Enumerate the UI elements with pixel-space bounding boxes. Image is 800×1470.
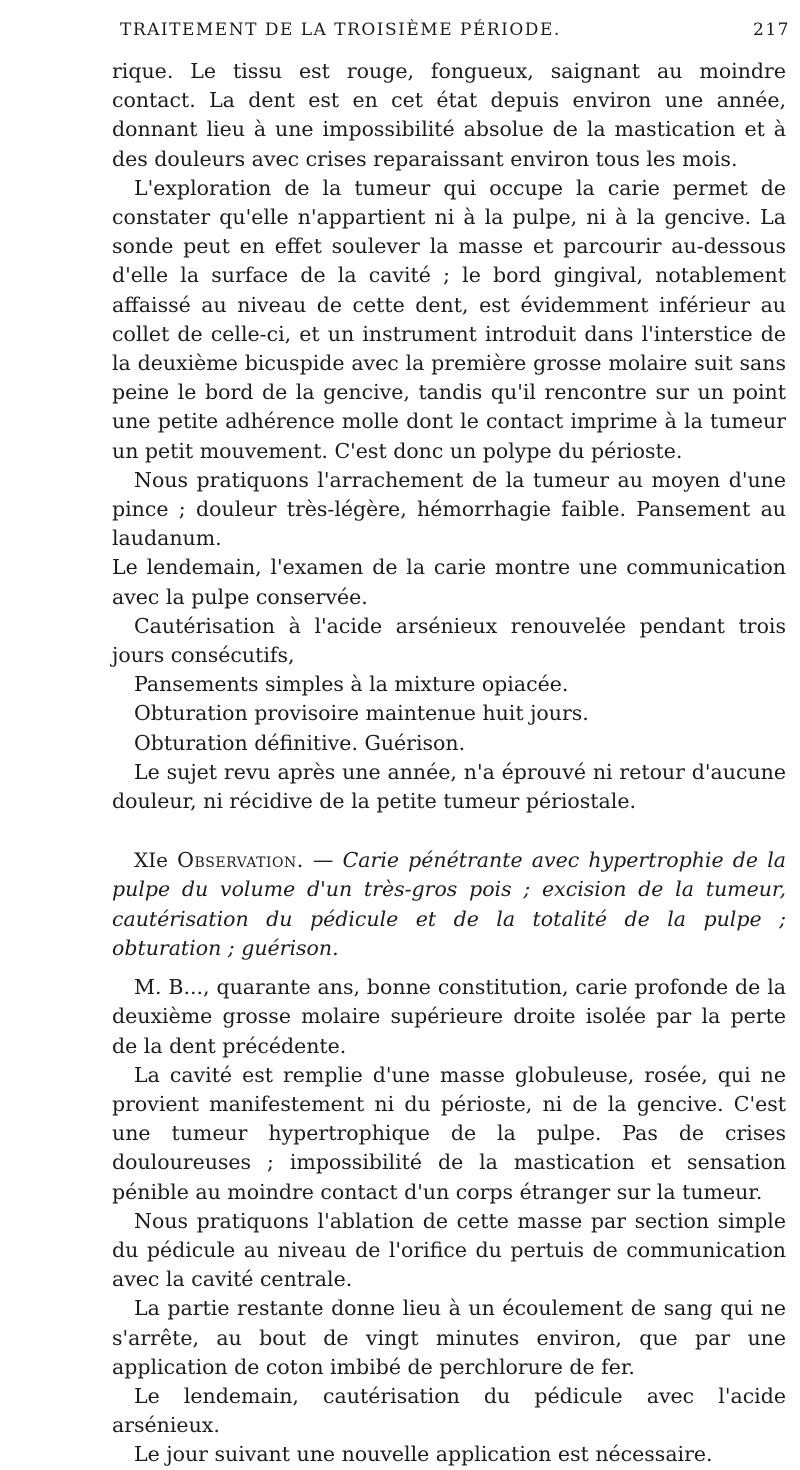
observation-dash: — bbox=[303, 848, 343, 873]
paragraph: Obturation définitive. Guérison. bbox=[134, 730, 466, 755]
paragraph: Le jour suivant une nouvelle application est nécessaire. bbox=[134, 1442, 713, 1467]
paragraph: M. B..., quarante ans, bonne constitution, carie profonde de la deuxième grosse molaire supérieure droite isolée par la perte de la dent précédente. bbox=[112, 975, 786, 1058]
paragraph: La cavité est remplie d'une masse globuleuse, rosée, qui ne provient manifestement ni du périoste, ni de la gencive. C'est une tumeur hypertrophique de la pulpe. Pas de crises douloureuses ; impossibilité de la mastication et sensation pénible au moindre contact d'un corps étranger sur la tumeur. bbox=[112, 1062, 786, 1204]
paragraph: Nous pratiquons l'arrachement de la tumeur au moyen d'une pince ; douleur très-légère, hémorrhagie faible. Pansement au laudanum. bbox=[112, 467, 786, 551]
paragraph: Le lendemain, cautérisation du pédicule avec l'acide arsénieux. bbox=[112, 1383, 786, 1438]
observation-number: XIe bbox=[134, 848, 168, 873]
paragraph: rique. Le tissu est rouge, fongueux, saignant au moindre contact. La dent est en cet état depuis environ une année, donnant lieu à une impossibilité absolue de la mastication et à des douleurs avec crises reparaissant environ tous les mois. bbox=[112, 59, 786, 171]
paragraph: Obturation provisoire maintenue huit jours. bbox=[134, 701, 589, 726]
paragraph: Nous pratiquons l'ablation de cette masse par section simple du pédicule au niveau de l'orifice du pertuis de communication avec la cavité centrale. bbox=[112, 1208, 786, 1292]
spacer bbox=[112, 963, 786, 973]
paragraph: Le lendemain, l'examen de la carie montre une communication avec la pulpe conservée. bbox=[112, 555, 786, 609]
paragraph: La partie restante donne lieu à un écoulement de sang qui ne s'arrête, au bout de vingt minutes environ, que par une application de coton imbibé de perchlorure de fer. bbox=[112, 1296, 786, 1379]
running-title: TRAITEMENT DE LA TROISIÈME PÉRIODE. bbox=[120, 20, 561, 40]
paragraph: Cautérisation à l'acide arsénieux renouvelée pendant trois jours consécutifs, bbox=[112, 613, 786, 668]
paragraph: Pansements simples à la mixture opiacée. bbox=[134, 672, 569, 697]
page-header bbox=[120, 20, 790, 40]
paragraph: Le sujet revu après une année, n'a éprouvé ni retour d'aucune douleur, ni récidive de la petite tumeur périostale. bbox=[112, 759, 786, 814]
body-text bbox=[112, 57, 786, 1470]
observation-title: Carie pénétrante avec hypertrophie de la pulpe du volume d'un très-gros pois ; excision de la tumeur, cautérisation du pédicule et de la totalité de la pulpe ; obturation ; guérison. bbox=[112, 848, 786, 960]
page-number: 217 bbox=[753, 20, 790, 40]
observation-heading bbox=[112, 846, 786, 963]
paragraph: L'exploration de la tumeur qui occupe la carie permet de constater qu'elle n'appartient ni à la pulpe, ni à la gencive. La sonde peut en effet soulever la masse et parcourir au-dessous d'elle la surface de la cavité ; le bord gingival, notablement affaissé au niveau de cette dent, est évidemment inférieur au collet de celle-ci, et un instrument introduit dans l'interstice de la deuxième bicuspide avec la première grosse molaire suit sans peine le bord de la gencive, tandis qu'il rencontre sur un point une petite adhérence molle dont le contact imprime à la tumeur un petit mouvement. C'est donc un polype du périoste. bbox=[112, 175, 786, 463]
observation-label: Observation. bbox=[177, 848, 304, 873]
